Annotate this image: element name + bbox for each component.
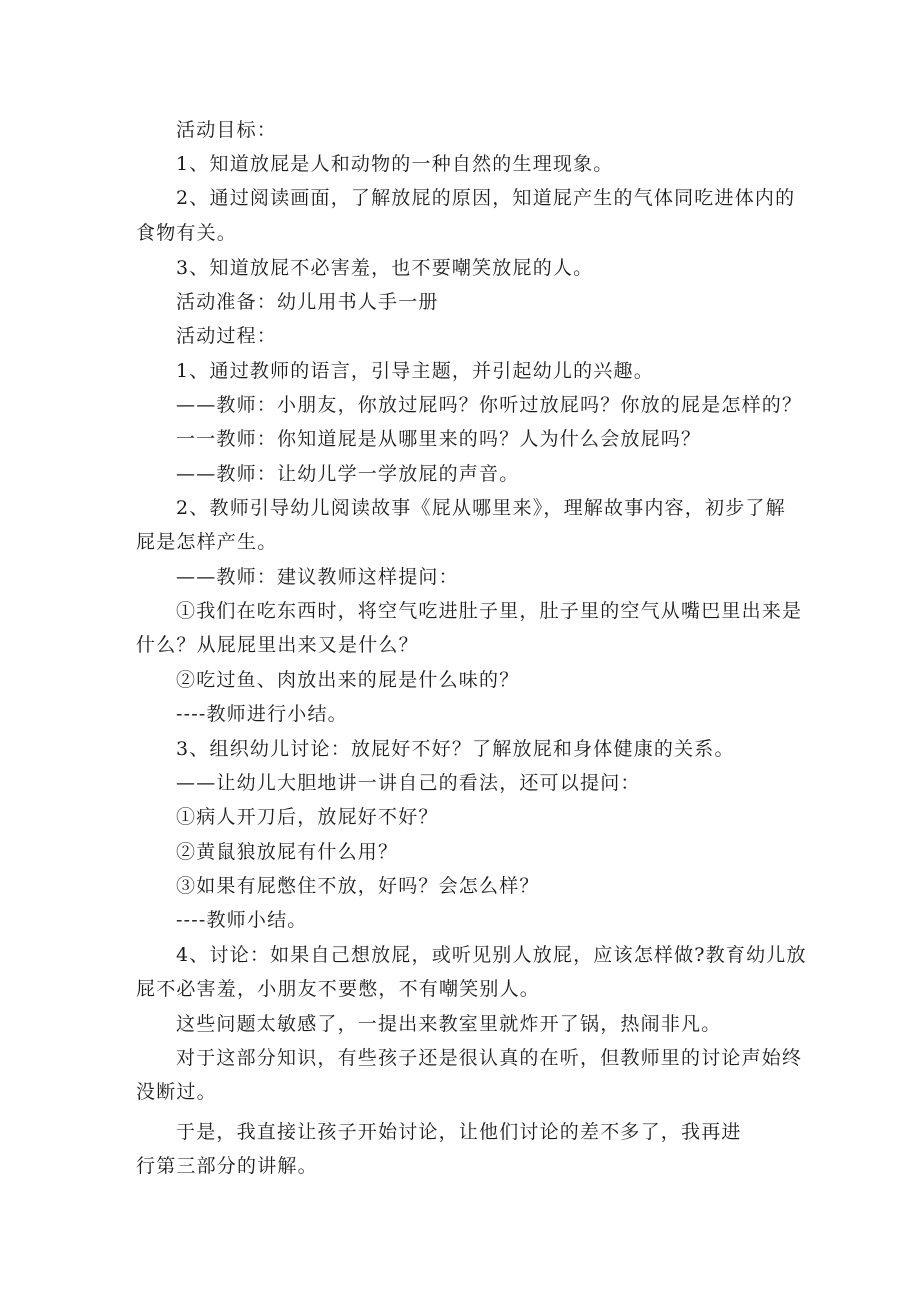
teacher-summary-2: ----教师小结。 — [176, 909, 308, 931]
discussion-prompt: ——让幼儿大胆地讲一讲自己的看法，还可以提问： — [176, 772, 641, 794]
suggested-question-1: ①我们在吃东西时，将空气吃进肚子里，肚子里的空气从嘴巴里出来是 — [176, 600, 803, 622]
process-step-4-continued: 屁不必害羞，小朋友不要憋，不有嘲笑别人。 — [136, 978, 541, 1000]
teacher-question-1: ——教师：小朋友，你放过屁吗？你听过放屁吗？你放的屁是怎样的？ — [176, 394, 803, 416]
discussion-question-3: ③如果有屁憋住不放，好吗？会怎么样？ — [176, 875, 540, 897]
reflection-paragraph-2: 对于这部分知识，有些孩子还是很认真的在听，但教师里的讨论声始终 — [176, 1047, 803, 1069]
process-step-4: 4、讨论：如果自己想放屁，或听见别人放屁，应该怎样做?教育幼儿放 — [176, 944, 807, 966]
process-step-3: 3、组织幼儿讨论：放屁好不好？了解放屁和身体健康的关系。 — [176, 738, 735, 760]
reflection-paragraph-2-continued: 没断过。 — [136, 1081, 217, 1103]
reflection-paragraph-1: 这些问题太敏感了，一提出来教室里就炸开了锅，热闹非凡。 — [176, 1013, 722, 1035]
goal-item-2-continued: 食物有关。 — [136, 222, 238, 244]
reflection-paragraph-3: 于是，我直接让孩子开始讨论，让他们讨论的差不多了，我再进 — [176, 1121, 742, 1143]
section-heading-goals: 活动目标： — [176, 119, 278, 141]
suggested-question-2: ②吃过鱼、肉放出来的屁是什么味的？ — [176, 669, 520, 691]
teacher-question-3: ——教师：让幼儿学一学放屁的声音。 — [176, 463, 520, 485]
section-heading-process: 活动过程： — [176, 325, 278, 347]
process-step-1: 1、通过教师的语言，引导主题，并引起幼儿的兴趣。 — [176, 360, 654, 382]
process-step-2-continued: 屁是怎样产生。 — [136, 531, 278, 553]
teacher-summary-1: ----教师进行小结。 — [176, 703, 348, 725]
reflection-paragraph-3-continued: 行第三部分的讲解。 — [136, 1155, 318, 1177]
goal-item-2: 2、通过阅读画面，了解放屁的原因，知道屁产生的气体同吃进体内的 — [176, 187, 796, 209]
teacher-suggestion: ——教师：建议教师这样提问： — [176, 566, 459, 588]
goal-item-1: 1、知道放屁是人和动物的一种自然的生理现象。 — [176, 153, 614, 175]
goal-item-3: 3、知道放屁不必害羞，也不要嘲笑放屁的人。 — [176, 257, 594, 279]
process-step-2: 2、教师引导幼儿阅读故事《屁从哪里来》，理解故事内容，初步了解 — [176, 497, 786, 519]
suggested-question-1-continued: 什么？从屁屁里出来又是什么？ — [136, 634, 419, 656]
discussion-question-2: ②黄鼠狼放屁有什么用？ — [176, 841, 399, 863]
section-heading-preparation: 活动准备：幼儿用书人手一册 — [176, 291, 439, 313]
discussion-question-1: ①病人开刀后，放屁好不好？ — [176, 806, 439, 828]
teacher-question-2: 一一教师：你知道屁是从哪里来的吗？人为什么会放屁吗？ — [176, 428, 702, 450]
